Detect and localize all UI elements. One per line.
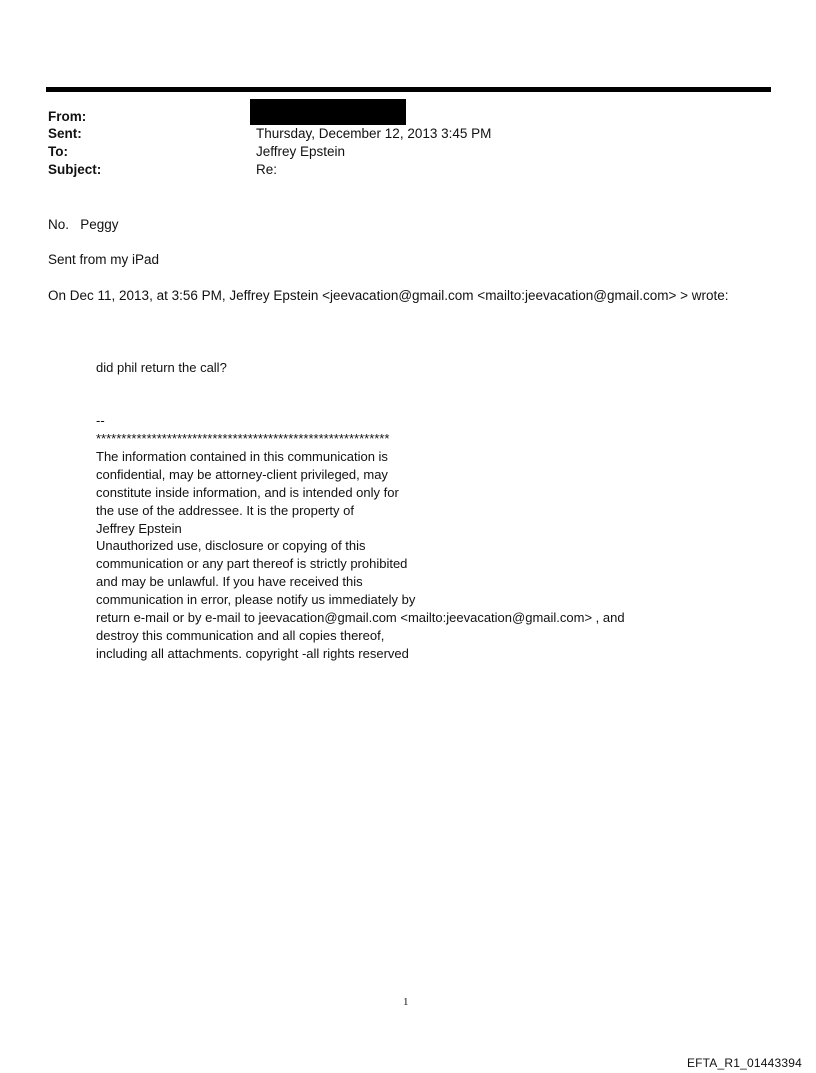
disclaimer-line: confidential, may be attorney-client privileged, may [96, 466, 388, 482]
subject-value: Re: [256, 162, 278, 177]
sent-label: Sent: [48, 126, 82, 141]
subject-label: Subject: [48, 162, 102, 177]
device-signature: Sent from my iPad [48, 252, 160, 267]
disclaimer-line: constitute inside information, and is intended only for [96, 484, 399, 500]
bates-number: EFTA_R1_01443394 [686, 1056, 802, 1070]
disclaimer-line: the use of the addressee. It is the property of [96, 502, 354, 518]
to-label: To: [48, 144, 68, 159]
disclaimer-line: Jeffrey Epstein [96, 520, 182, 536]
redaction-box [250, 99, 406, 125]
disclaimer-line: and may be unlawful. If you have received this [96, 574, 363, 590]
confidentiality-disclaimer [96, 448, 625, 663]
quote-attribution: On Dec 11, 2013, at 3:56 PM, Jeffrey Epstein <jeevacation@gmail.com <mailto:jeevacation@gmail.com> > wrote: [48, 288, 729, 303]
sent-value: Thursday, December 12, 2013 3:45 PM [256, 126, 492, 141]
disclaimer-line: return e-mail or by e-mail to jeevacation@gmail.com <mailto:jeevacation@gmail.com> , and [96, 610, 625, 626]
disclaimer-line: Unauthorized use, disclosure or copying of this [96, 538, 366, 554]
disclaimer-line: The information contained in this communication is [96, 449, 388, 464]
from-label: From: [48, 109, 87, 124]
disclaimer-line: destroy this communication and all copies thereof, [96, 627, 385, 643]
disclaimer-line: communication or any part thereof is strictly prohibited [96, 556, 408, 572]
quoted-message: did phil return the call? [96, 360, 227, 375]
disclaimer-line: including all attachments. copyright -all rights reserved [96, 645, 409, 661]
separator-stars: ********************************************************** [96, 431, 390, 446]
to-value: Jeffrey Epstein [256, 144, 346, 159]
reply-text: No. Peggy [48, 217, 119, 232]
header-divider [46, 87, 771, 92]
page-number: 1 [403, 996, 409, 1008]
separator-dashes: -- [96, 413, 105, 428]
disclaimer-line: communication in error, please notify us immediately by [96, 592, 416, 608]
